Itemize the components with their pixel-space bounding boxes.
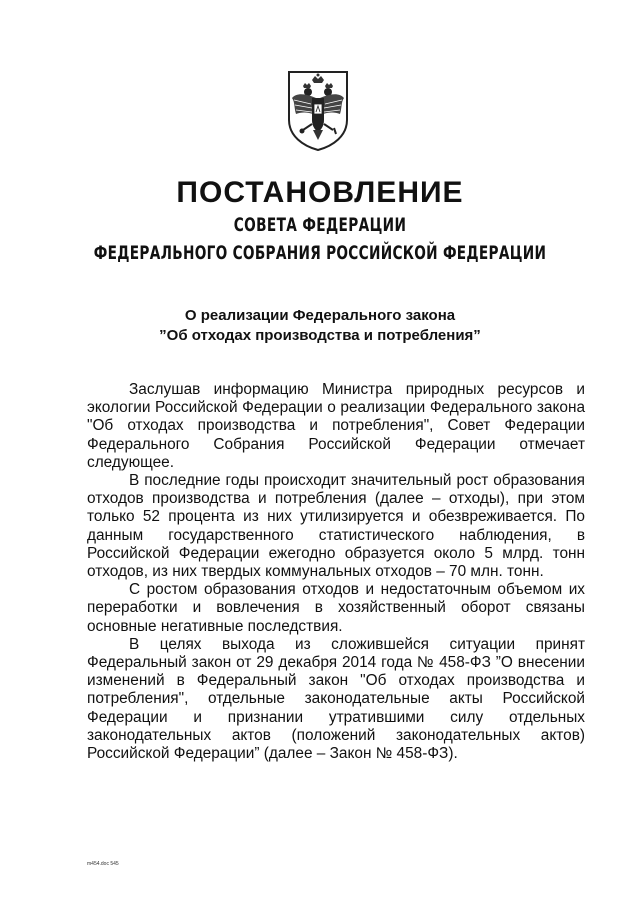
file-reference-note: m454.doc 545 (87, 861, 119, 867)
document-body (87, 381, 585, 763)
body-paragraph-3: С ростом образования отходов и недостаточным объемом их переработки и вовлечения в хозяйственный оборот связаны основные негативные последствия. (87, 581, 585, 635)
document-title: ПОСТАНОВЛЕНИЕ (176, 176, 464, 209)
body-paragraph-1: Заслушав информацию Министра природных ресурсов и экологии Российской Федерации о реализации Федерального закона "Об отходах производства и потребления", Совет Федерации Федерального Собрания Российской Федерации отмечает следующее. (87, 381, 585, 471)
subject-line-1: О реализации Федерального закона (184, 307, 456, 324)
document-subject (0, 306, 640, 346)
body-paragraph-2: В последние годы происходит значительный рост образования отходов производства и потребления (далее – отходы), при этом только 52 процента из них утилизируется и обезвреживается. По данным государственного статистического наблюдения, в Российской Федерации ежегодно образуется около 5 млрд. тонн отходов, из них твердых коммунальных отходов – 70 млн. тонн. (87, 472, 585, 581)
document-subtitle-council: СОВЕТА ФЕДЕРАЦИИ (233, 214, 407, 236)
subject-line-2: ”Об отходах производства и потребления” (159, 327, 481, 344)
russian-coat-of-arms-icon (283, 68, 353, 152)
document-subtitle-assembly: ФЕДЕРАЛЬНОГО СОБРАНИЯ РОССИЙСКОЙ ФЕДЕРАЦИИ (93, 242, 547, 264)
body-paragraph-4: В целях выхода из сложившейся ситуации принят Федеральный закон от 29 декабря 2014 года № 458-ФЗ ”О внесении изменений в Федеральный закон "Об отходах производства и потребления", отдельные законодательные акты Российской Федерации и признании утратившими силу отдельных законодательных актов (положений законодательных актов) Российской Федерации” (далее – Закон № 458-ФЗ). (87, 635, 585, 763)
